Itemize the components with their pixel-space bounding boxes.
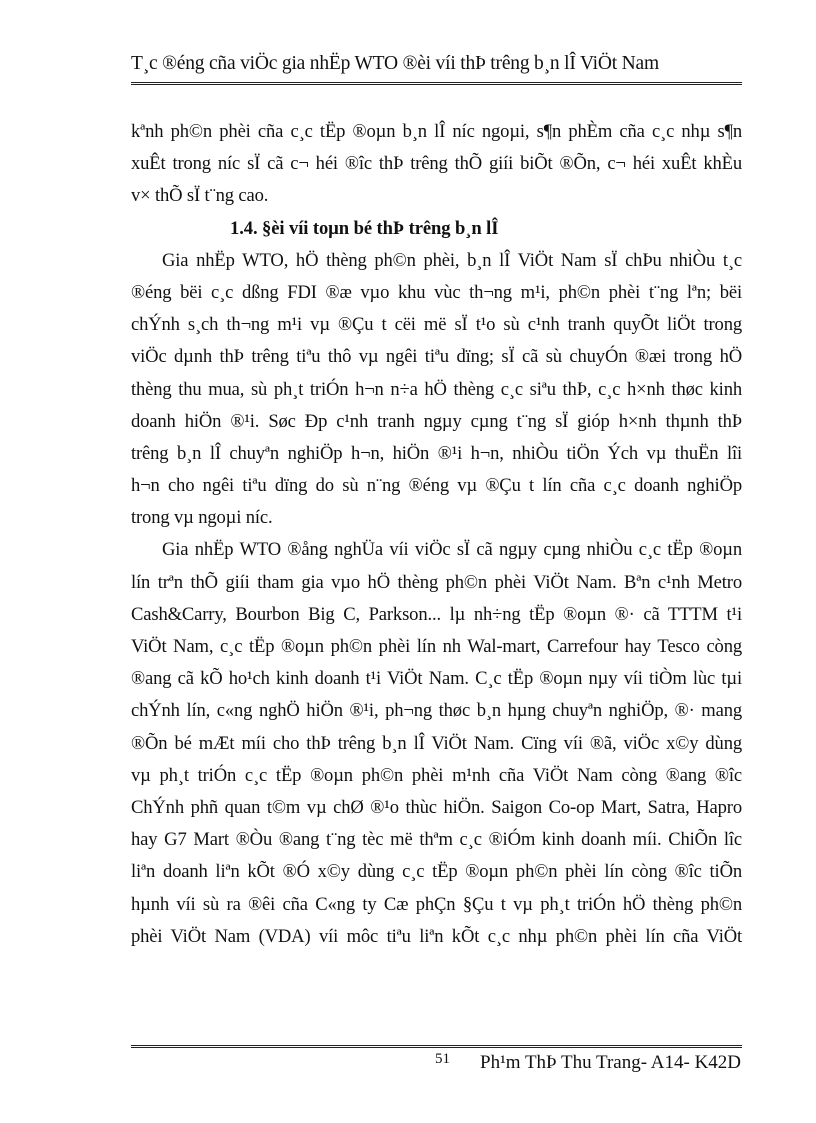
paragraph-1 — [131, 116, 742, 213]
running-header-title: T¸c ®éng cña viÖc gia nhËp WTO ®èi víi thÞ trêng b¸n lÎ ViÖt Nam — [131, 53, 659, 74]
document-body — [131, 116, 742, 953]
text-line: ®ang cã kÕ ho¹ch kinh doanh t¹i ViÖt Nam. C¸c tËp ®oµn nµy víi tiÒm lùc tµi — [131, 668, 742, 690]
text-line: doanh hiÖn ®¹i. Søc Ðp c¹nh tranh ngµy cµng t¨ng sÏ gióp h×nh thµnh thÞ — [131, 410, 742, 432]
text-line: h¬n cho ngêi tiªu dïng do sù n¨ng ®éng vµ ®Çu t lín cña c¸c doanh nghiÖp — [131, 475, 742, 497]
footer-author: Ph¹m ThÞ Thu Trang- A14- K42D — [480, 1052, 742, 1073]
text-line: liªn doanh liªn kÕt ®Ó x©y dùng c¸c tËp ®oµn ph©n phèi lín còng ®îc tiÕn — [131, 861, 742, 883]
text-line: Gia nhËp WTO ®ång nghÜa víi viÖc sÏ cã ngµy cµng nhiÒu c¸c tËp ®oµn — [162, 539, 742, 561]
text-line: trêng b¸n lÎ chuyªn nghiÖp h¬n, hiÖn ®¹i h¬n, nhiÒu tiÖn Ých vµ thuËn lîi — [131, 442, 742, 464]
text-line: xuÊt trong níc sÏ cã c¬ héi ®îc thÞ trêng thÕ giíi biÕt ®Õn, c¬ héi xuÊt khÈu — [131, 153, 742, 175]
text-line: ViÖt Nam, c¸c tËp ®oµn ph©n phèi lín nh Wal-mart, Carrefour hay Tesco còng — [131, 636, 742, 657]
footer-divider — [131, 1045, 742, 1048]
text-line: thèng thu mua, sù ph¸t triÓn h¬n n÷a hÖ thèng c¸c siªu thÞ, c¸c h×nh thøc kinh — [131, 378, 742, 400]
text-line: chÝnh s¸ch th¬ng m¹i vµ ®Çu t cëi më sÏ t¹o sù c¹nh tranh quyÕt liÖt trong — [131, 314, 742, 336]
text-line: hay G7 Mart ®Òu ®ang t¨ng tèc më thªm c¸c ®iÓm kinh doanh míi. ChiÕn lîc — [131, 829, 742, 851]
text-line: chÝnh lín, c«ng nghÖ hiÖn ®¹i, ph¬ng thøc b¸n hµng chuyªn nghiÖp, ®· mang — [131, 700, 742, 722]
text-line: Gia nhËp WTO, hÖ thèng ph©n phèi, b¸n lÎ ViÖt Nam sÏ chÞu nhiÒu t¸c — [162, 249, 742, 271]
text-line: phèi ViÖt Nam (VDA) víi môc tiªu liªn kÕt c¸c nhµ ph©n phèi lín cña ViÖt — [131, 925, 742, 947]
section-heading: 1.4. §èi víi toµn bé thÞ trêng b¸n lÎ — [230, 217, 499, 239]
text-line: hµnh víi sù ra ®êi cña C«ng ty Cæ phÇn §Çu t vµ ph¸t triÓn hÖ thèng ph©n — [131, 893, 742, 915]
text-line: ChÝnh phñ quan t©m vµ chØ ®¹o thùc hiÖn. Saigon Co-op Mart, Satra, Hapro — [131, 796, 742, 818]
paragraph-3 — [131, 534, 742, 952]
text-line: trong vµ ngoµi níc. — [131, 507, 273, 529]
text-line: kªnh ph©n phèi cña c¸c tËp ®oµn b¸n lÎ níc ngoµi, s¶n phÈm cña c¸c nhµ s¶n — [131, 121, 742, 142]
page-number: 51 — [435, 1051, 450, 1067]
text-line: vµ ph¸t triÓn c¸c tËp ®oµn ph©n phèi m¹nh cña ViÖt Nam còng ®ang ®îc — [131, 764, 742, 786]
text-line: v× thÕ sÏ t¨ng cao. — [131, 185, 269, 207]
text-line: ®éng bëi c¸c dßng FDI ®æ vµo khu vùc th¬ng m¹i, ph©n phèi t¨ng lªn; bëi — [131, 281, 742, 303]
text-line: Cash&Carry, Bourbon Big C, Parkson... lµ nh÷ng tËp ®oµn ®· cã TTTM t¹i — [131, 603, 742, 625]
text-line: viÖc dµnh thÞ trêng tiªu thô vµ ngêi tiªu dïng; sÏ cã sù chuyÓn ®æi trong hÖ — [131, 346, 742, 368]
text-line: ®Õn bé mÆt míi cho thÞ trêng b¸n lÎ ViÖt Nam. Cïng víi ®ã, viÖc x©y dùng — [131, 732, 742, 754]
text-line: lín trªn thÕ giíi tham gia vµo hÖ thèng ph©n phèi ViÖt Nam. Bªn c¹nh Metro — [131, 571, 742, 593]
running-header — [131, 50, 742, 85]
paragraph-2 — [131, 245, 742, 535]
